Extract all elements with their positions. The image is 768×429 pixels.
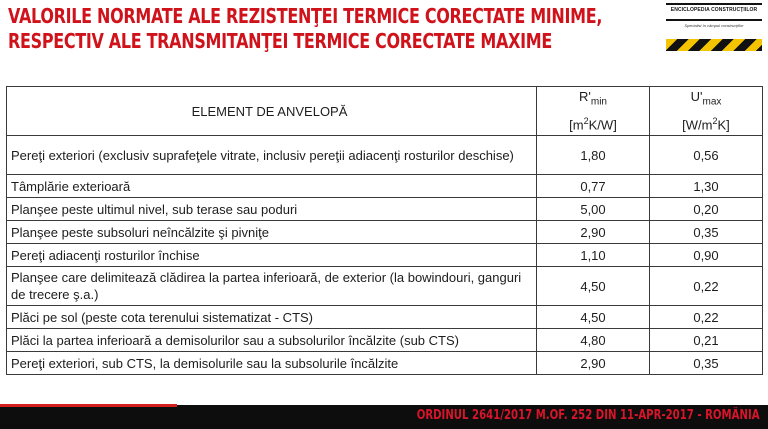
footer-caption: ORDINUL 2641/2017 M.OF. 252 DIN 11-APR-2017 - ROMÂNIA [417,408,760,423]
cell-element: Pereţi exteriori, sub CTS, la demisolurile sau la subsolurile încălzite [7,352,537,375]
cell-u-max: 1,30 [650,175,763,198]
cell-u-max: 0,22 [650,306,763,329]
header-element: ELEMENT DE ANVELOPĂ [7,87,537,136]
cell-element: Tâmplărie exterioară [7,175,537,198]
header-u-max [650,87,763,136]
cell-element: Plăci la partea inferioară a demisolurilor sau a subsolurilor încălzite (sub CTS) [7,329,537,352]
cell-u-max: 0,35 [650,352,763,375]
header-r-unit-open: [m [569,116,584,132]
cell-element: Pereţi exteriori (exclusiv suprafeţele vitrate, inclusiv pereţii adiacenţi rosturilor deschise) [7,136,537,175]
logo-tagline: Specialist în câmpul construcţiilor [684,23,744,28]
header-u-unit-open: [W/m [682,116,713,132]
cell-u-max: 0,90 [650,244,763,267]
table-row [7,329,763,352]
cell-r-min: 4,80 [537,329,650,352]
cell-u-max: 0,20 [650,198,763,221]
brand-logo [666,3,762,57]
cell-element: Planşee peste subsoluri neîncălzite şi pivniţe [7,221,537,244]
table-row [7,244,763,267]
table-row [7,221,763,244]
table-row [7,352,763,375]
header-u-sub: max [702,96,722,108]
table-header-row [7,87,763,136]
video-progress-bar[interactable] [0,404,177,407]
table-row [7,306,763,329]
header-u-unit-close: K] [717,116,730,132]
cell-r-min: 4,50 [537,306,650,329]
cell-r-min: 1,80 [537,136,650,175]
cell-u-max: 0,35 [650,221,763,244]
header-r-unit-close: K/W] [588,116,617,132]
cell-element: Pereţi adiacenţi rosturilor închise [7,244,537,267]
cell-r-min: 0,77 [537,175,650,198]
cell-u-max: 0,56 [650,136,763,175]
cell-u-max: 0,22 [650,267,763,306]
cell-r-min: 1,10 [537,244,650,267]
cell-u-max: 0,21 [650,329,763,352]
header-r-unit-sup: 2 [583,115,589,126]
table-row [7,267,763,306]
thermal-resistance-table [6,86,763,375]
title-line-1: VALORILE NORMATE ALE REZISTENŢEI TERMICE CORECTATE MINIME, [8,4,603,28]
cell-element: Planşee care delimitează clădirea la partea inferioară, de exterior (la bowindouri, ganguri de trecere ş.a.) [7,267,537,306]
cell-element: Planşee peste ultimul nivel, sub terase sau poduri [7,198,537,221]
table-row [7,175,763,198]
header-r-symbol: R' [579,89,591,105]
header-r-min [537,87,650,136]
logo-hazard-stripes [666,39,762,51]
table-row [7,136,763,175]
table-row [7,198,763,221]
cell-r-min: 4,50 [537,267,650,306]
header-u-unit-sup: 2 [712,115,718,126]
page-title [8,4,603,54]
header-r-sub: min [590,96,607,108]
logo-name: ENCICLOPEDIA CONSTRUCŢIILOR [666,3,762,21]
title-line-2: RESPECTIV ALE TRANSMITANŢEI TERMICE CORECTATE MAXIME [8,29,552,53]
cell-r-min: 5,00 [537,198,650,221]
cell-element: Plăci pe sol (peste cota terenului sistematizat - CTS) [7,306,537,329]
header-u-symbol: U' [690,89,703,105]
cell-r-min: 2,90 [537,221,650,244]
cell-r-min: 2,90 [537,352,650,375]
